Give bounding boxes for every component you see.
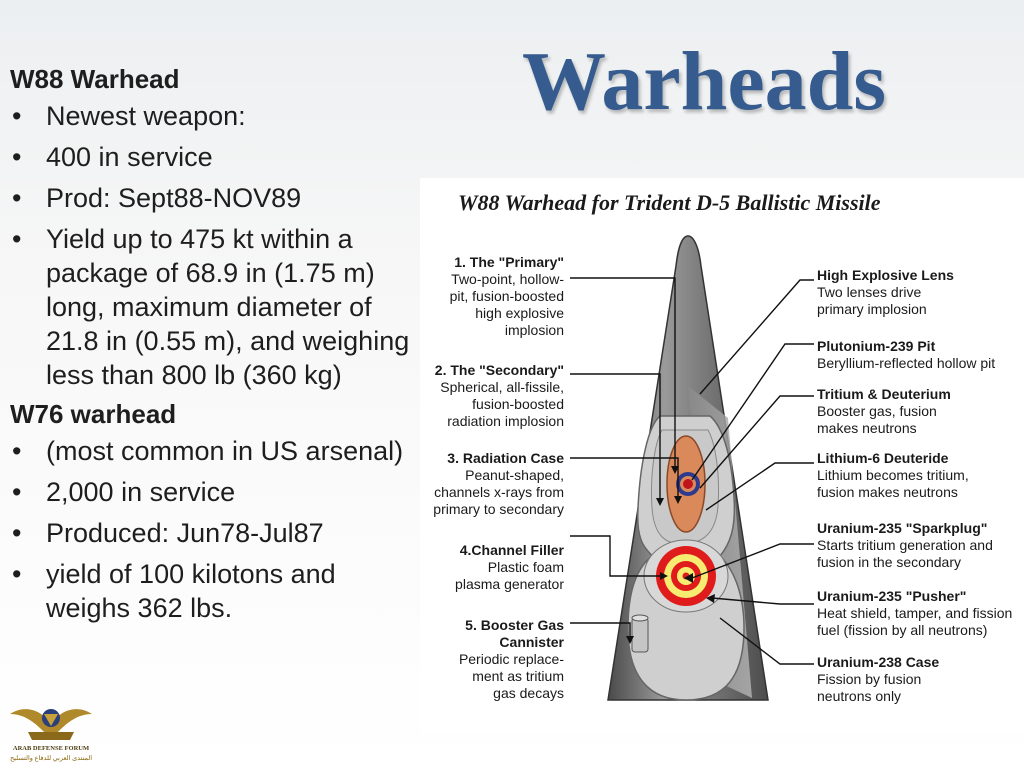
callout-high-explosive-lens bbox=[817, 267, 1022, 318]
callout-title: Uranium-238 Case bbox=[817, 654, 940, 670]
callout-title: 2. The "Secondary" bbox=[434, 362, 564, 378]
callout-line: fuel (fission by all neutrons) bbox=[817, 622, 988, 638]
callout-line: Spherical, all-fissile, bbox=[440, 379, 564, 395]
callout-line: fusion makes neutrons bbox=[817, 484, 958, 500]
warhead-cone bbox=[608, 236, 768, 700]
callout-line: gas decays bbox=[493, 685, 564, 701]
slide-title: Warheads bbox=[522, 35, 887, 128]
callout-u238-case bbox=[817, 654, 1022, 705]
callout-title: Tritium & Deuterium bbox=[817, 386, 951, 402]
w76-bullet: • 2,000 in service bbox=[10, 475, 415, 509]
w76-bullet: • yield of 100 kilotons and weighs 362 lbs. bbox=[10, 557, 415, 625]
callout-line: implosion bbox=[504, 322, 564, 338]
callout-line: Lithium becomes tritium, bbox=[817, 467, 969, 483]
callout-sparkplug bbox=[817, 520, 1022, 571]
bullet-text-panel bbox=[10, 62, 415, 632]
booster-gas-canister bbox=[632, 618, 648, 652]
callout-line: primary to secondary bbox=[433, 501, 564, 517]
callout-title: Lithium-6 Deuteride bbox=[817, 450, 949, 466]
callout-line: Two lenses drive bbox=[817, 284, 922, 300]
diagram-title: W88 Warhead for Trident D-5 Ballistic Missile bbox=[458, 190, 881, 215]
callout-line: fusion in the secondary bbox=[817, 554, 961, 570]
callout-line: Cannister bbox=[499, 634, 564, 650]
callout-line: Plastic foam bbox=[487, 559, 564, 575]
callout-title: High Explosive Lens bbox=[817, 267, 954, 283]
w88-diagram bbox=[420, 178, 1024, 733]
callout-line: high explosive bbox=[475, 305, 564, 321]
callout-radiation-case bbox=[426, 450, 564, 518]
w88-bullet: • Yield up to 475 kt within a package of 68.9 in (1.75 m) long, maximum diameter of 21.8 in (0.55 m), and weighing less than 800 lb (360 kg) bbox=[10, 222, 415, 392]
callout-lithium-deuteride bbox=[817, 450, 1022, 501]
callout-title: 3. Radiation Case bbox=[447, 450, 564, 466]
callout-line: Starts tritium generation and bbox=[817, 537, 993, 553]
callout-line: fusion-boosted bbox=[472, 396, 564, 412]
logo-text: ARAB DEFENSE FORUM bbox=[12, 745, 90, 752]
callout-line: channels x-rays from bbox=[434, 484, 564, 500]
callout-line: primary implosion bbox=[817, 301, 927, 317]
callout-line: Heat shield, tamper, and fission bbox=[817, 605, 1013, 621]
w88-heading: W88 Warhead bbox=[10, 64, 180, 94]
callout-pusher bbox=[817, 588, 1022, 639]
callout-title: 5. Booster Gas bbox=[465, 617, 564, 633]
callout-line: Fission by fusion bbox=[817, 671, 922, 687]
logo-arabic-text: المنتدى العربي للدفاع والتسليح bbox=[9, 755, 93, 762]
w88-bullet: • 400 in service bbox=[10, 140, 415, 174]
callout-tritium-deuterium bbox=[817, 386, 1022, 437]
callout-primary bbox=[426, 254, 564, 339]
w76-bullet: • Produced: Jun78-Jul87 bbox=[10, 516, 415, 550]
eagle-emblem-icon bbox=[8, 696, 94, 746]
arab-defense-forum-logo bbox=[8, 696, 94, 764]
callout-line: Beryllium-reflected hollow pit bbox=[817, 355, 996, 371]
w88-bullet-list bbox=[10, 99, 415, 392]
callout-title: 4.Channel Filler bbox=[459, 542, 564, 558]
callout-channel-filler bbox=[426, 542, 564, 593]
w76-bullet: • (most common in US arsenal) bbox=[10, 434, 415, 468]
callout-title: Uranium-235 "Sparkplug" bbox=[817, 520, 988, 536]
callout-title: Plutonium-239 Pit bbox=[817, 338, 936, 354]
w88-bullet: • Newest weapon: bbox=[10, 99, 415, 133]
callout-plutonium-pit bbox=[817, 338, 1022, 372]
callout-title: Uranium-235 "Pusher" bbox=[817, 588, 967, 604]
callout-line: radiation implosion bbox=[447, 413, 564, 429]
callout-secondary bbox=[420, 362, 564, 430]
callout-line: Two-point, hollow- bbox=[451, 271, 564, 287]
callout-line: pit, fusion-boosted bbox=[449, 288, 564, 304]
callout-line: Booster gas, fusion bbox=[817, 403, 937, 419]
callout-line: Peanut-shaped, bbox=[465, 467, 564, 483]
callout-line: plasma generator bbox=[455, 576, 564, 592]
callout-line: ment as tritium bbox=[472, 668, 564, 684]
callout-title: 1. The "Primary" bbox=[454, 254, 564, 270]
w76-bullet-list bbox=[10, 434, 415, 625]
callout-booster-gas bbox=[426, 617, 564, 702]
callout-line: Periodic replace- bbox=[458, 651, 564, 667]
w76-heading: W76 warhead bbox=[10, 399, 177, 429]
callout-line: makes neutrons bbox=[817, 420, 917, 436]
w88-bullet: • Prod: Sept88-NOV89 bbox=[10, 181, 415, 215]
callout-line: neutrons only bbox=[817, 688, 902, 704]
